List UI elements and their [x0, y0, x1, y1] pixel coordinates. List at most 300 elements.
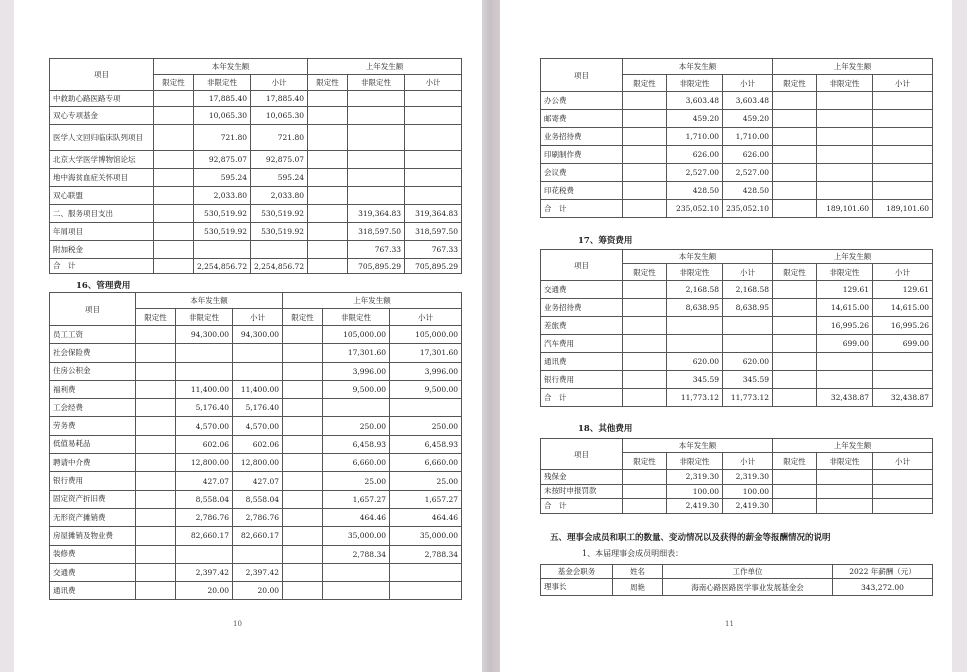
- restricted-value: [154, 187, 194, 205]
- unrestricted-value: 2,319.30: [667, 470, 723, 485]
- prior-subtotal-value: [873, 484, 933, 499]
- table-row: [50, 344, 462, 362]
- prior-unrestricted-value: [817, 92, 873, 110]
- unrestricted-value: [667, 335, 723, 353]
- col-subtotal: 小计: [405, 75, 462, 91]
- unrestricted-value: 1,710.00: [667, 128, 723, 146]
- unrestricted-value: [194, 241, 251, 259]
- prior-restricted-value: [308, 223, 348, 241]
- subtotal-value: 100.00: [723, 484, 773, 499]
- subtotal-value: 8,638.95: [723, 299, 773, 317]
- row-item: 印刷制作费: [541, 146, 623, 164]
- prior-unrestricted-value: 105,000.00: [323, 326, 390, 344]
- subtotal-value: [723, 335, 773, 353]
- prior-subtotal-value: [873, 146, 933, 164]
- section-18-title: 18、其他费用: [578, 424, 633, 434]
- subtotal-value: 2,786.76: [233, 508, 283, 526]
- management-expense-table: [49, 292, 462, 600]
- row-item: 附加税金: [50, 241, 154, 259]
- unrestricted-value: 2,254,856.72: [194, 259, 251, 274]
- restricted-value: [154, 241, 194, 259]
- col-restricted: 限定性: [773, 264, 817, 281]
- col-last-year: 上年发生额: [773, 59, 933, 75]
- col-restricted: 限定性: [623, 264, 667, 281]
- prior-restricted-value: [283, 417, 323, 435]
- other-expense-table: [540, 438, 933, 514]
- subtotal-value: [233, 344, 283, 362]
- restricted-value: [136, 527, 176, 545]
- unrestricted-value: 8,638.95: [667, 299, 723, 317]
- restricted-value: [623, 182, 667, 200]
- subtotal-value: 11,773.12: [723, 389, 773, 407]
- right-management-expense-table: [540, 58, 933, 218]
- restricted-value: [623, 389, 667, 407]
- subtotal-value: 235,052.10: [723, 200, 773, 218]
- row-item: 合 计: [541, 499, 623, 514]
- row-item: 银行费用: [541, 371, 623, 389]
- table-row: [541, 110, 933, 128]
- subtotal-value: 8,558.04: [233, 490, 283, 508]
- restricted-value: [623, 110, 667, 128]
- prior-restricted-value: [773, 335, 817, 353]
- col-restricted: 限定性: [773, 75, 817, 92]
- left-project-expense-table: [49, 58, 462, 274]
- table-row: [541, 92, 933, 110]
- prior-restricted-value: [283, 435, 323, 453]
- col-this-year: 本年发生额: [136, 293, 283, 309]
- unrestricted-value: 82,660.17: [176, 527, 233, 545]
- subtotal-value: 2,319.30: [723, 470, 773, 485]
- table-row: [50, 259, 462, 274]
- unrestricted-value: 602.06: [176, 435, 233, 453]
- prior-unrestricted-value: 767.33: [348, 241, 405, 259]
- prior-restricted-value: [308, 169, 348, 187]
- subtotal-value: 10,065.30: [251, 107, 308, 125]
- prior-restricted-value: [308, 125, 348, 151]
- subtotal-value: 620.00: [723, 353, 773, 371]
- row-item: 聘请中介费: [50, 454, 136, 472]
- row-item: 合 计: [541, 200, 623, 218]
- prior-subtotal-value: [873, 110, 933, 128]
- section-16-title: 16、管理费用: [76, 281, 131, 291]
- prior-restricted-value: [283, 326, 323, 344]
- prior-subtotal-value: [873, 371, 933, 389]
- subtotal-value: 459.20: [723, 110, 773, 128]
- prior-restricted-value: [308, 151, 348, 169]
- prior-subtotal-value: [873, 353, 933, 371]
- restricted-value: [154, 223, 194, 241]
- col-item: 项目: [541, 439, 623, 470]
- unrestricted-value: 11,773.12: [667, 389, 723, 407]
- restricted-value: [154, 107, 194, 125]
- prior-restricted-value: [773, 200, 817, 218]
- restricted-value: [136, 545, 176, 563]
- prior-unrestricted-value: 6,660.00: [323, 454, 390, 472]
- member-name: 周艳: [613, 579, 663, 596]
- prior-subtotal-value: [873, 470, 933, 485]
- col-work-unit: 工作单位: [663, 565, 833, 579]
- restricted-value: [623, 281, 667, 299]
- prior-restricted-value: [773, 484, 817, 499]
- table-row: [541, 353, 933, 371]
- restricted-value: [623, 146, 667, 164]
- prior-restricted-value: [773, 92, 817, 110]
- prior-restricted-value: [773, 389, 817, 407]
- prior-subtotal-value: 17,301.60: [390, 344, 462, 362]
- restricted-value: [136, 490, 176, 508]
- table-row: [50, 454, 462, 472]
- unrestricted-value: 100.00: [667, 484, 723, 499]
- row-item: 无形资产摊销费: [50, 508, 136, 526]
- unrestricted-value: 8,558.04: [176, 490, 233, 508]
- prior-unrestricted-value: [348, 125, 405, 151]
- prior-restricted-value: [283, 399, 323, 417]
- prior-subtotal-value: [390, 582, 462, 600]
- prior-subtotal-value: 129.61: [873, 281, 933, 299]
- prior-unrestricted-value: [817, 499, 873, 514]
- prior-subtotal-value: [405, 151, 462, 169]
- prior-unrestricted-value: 9,500.00: [323, 380, 390, 398]
- row-item: 交通费: [541, 281, 623, 299]
- unrestricted-value: 595.24: [194, 169, 251, 187]
- restricted-value: [154, 151, 194, 169]
- prior-restricted-value: [773, 146, 817, 164]
- prior-unrestricted-value: [323, 563, 390, 581]
- unrestricted-value: 3,603.48: [667, 92, 723, 110]
- prior-unrestricted-value: 1,657.27: [323, 490, 390, 508]
- prior-subtotal-value: 9,500.00: [390, 380, 462, 398]
- table-row: [541, 579, 933, 596]
- restricted-value: [623, 200, 667, 218]
- table-row: [50, 362, 462, 380]
- prior-unrestricted-value: [817, 146, 873, 164]
- unrestricted-value: 11,400.00: [176, 380, 233, 398]
- prior-restricted-value: [773, 299, 817, 317]
- col-last-year: 上年发生额: [773, 250, 933, 264]
- prior-subtotal-value: 1,657.27: [390, 490, 462, 508]
- col-unrestricted: 非限定性: [194, 75, 251, 91]
- col-restricted: 限定性: [154, 75, 194, 91]
- prior-unrestricted-value: [817, 128, 873, 146]
- prior-unrestricted-value: 250.00: [323, 417, 390, 435]
- subtotal-value: 2,419.30: [723, 499, 773, 514]
- restricted-value: [136, 417, 176, 435]
- col-unrestricted: 非限定性: [667, 75, 723, 92]
- prior-restricted-value: [283, 490, 323, 508]
- restricted-value: [136, 472, 176, 490]
- col-item: 项目: [50, 59, 154, 91]
- prior-subtotal-value: [405, 125, 462, 151]
- book-spine: [482, 0, 500, 672]
- prior-unrestricted-value: 14,615.00: [817, 299, 873, 317]
- unrestricted-value: 12,800.00: [176, 454, 233, 472]
- prior-restricted-value: [308, 259, 348, 274]
- row-item: 年屑项目: [50, 223, 154, 241]
- prior-restricted-value: [308, 241, 348, 259]
- subtotal-value: 530,519.92: [251, 205, 308, 223]
- board-members-table: [540, 564, 933, 596]
- unrestricted-value: 427.07: [176, 472, 233, 490]
- prior-subtotal-value: [405, 169, 462, 187]
- restricted-value: [154, 91, 194, 107]
- subtotal-value: 2,033.80: [251, 187, 308, 205]
- row-item: 邮寄费: [541, 110, 623, 128]
- row-item: 差旅费: [541, 317, 623, 335]
- row-item: 固定资产折旧费: [50, 490, 136, 508]
- row-item: 会议费: [541, 164, 623, 182]
- prior-subtotal-value: 3,996.00: [390, 362, 462, 380]
- restricted-value: [154, 169, 194, 187]
- subtotal-value: 3,603.48: [723, 92, 773, 110]
- prior-subtotal-value: [873, 128, 933, 146]
- prior-restricted-value: [283, 563, 323, 581]
- prior-unrestricted-value: 25.00: [323, 472, 390, 490]
- prior-subtotal-value: [405, 91, 462, 107]
- prior-unrestricted-value: 16,995.26: [817, 317, 873, 335]
- prior-subtotal-value: 250.00: [390, 417, 462, 435]
- page-number-right: 11: [725, 620, 734, 628]
- prior-subtotal-value: 767.33: [405, 241, 462, 259]
- col-subtotal: 小计: [723, 264, 773, 281]
- col-unrestricted: 非限定性: [817, 264, 873, 281]
- prior-subtotal-value: 699.00: [873, 335, 933, 353]
- unrestricted-value: 428.50: [667, 182, 723, 200]
- subtotal-value: 427.07: [233, 472, 283, 490]
- restricted-value: [136, 435, 176, 453]
- prior-subtotal-value: 105,000.00: [390, 326, 462, 344]
- restricted-value: [136, 454, 176, 472]
- subtotal-value: 20.00: [233, 582, 283, 600]
- table-row: [50, 205, 462, 223]
- prior-restricted-value: [283, 344, 323, 362]
- prior-restricted-value: [283, 508, 323, 526]
- table-row: [50, 107, 462, 125]
- subtotal-value: 721.80: [251, 125, 308, 151]
- prior-unrestricted-value: 699.00: [817, 335, 873, 353]
- unrestricted-value: 2,527.00: [667, 164, 723, 182]
- subtotal-value: 4,570.00: [233, 417, 283, 435]
- prior-restricted-value: [773, 470, 817, 485]
- row-item: 二、服务项目支出: [50, 205, 154, 223]
- subtotal-value: [251, 241, 308, 259]
- col-unrestricted: 非限定性: [348, 75, 405, 91]
- prior-unrestricted-value: 464.46: [323, 508, 390, 526]
- prior-unrestricted-value: [323, 582, 390, 600]
- fundraising-expense-table: [540, 249, 933, 407]
- row-item: 办公费: [541, 92, 623, 110]
- prior-unrestricted-value: 2,788.34: [323, 545, 390, 563]
- table-row: [50, 417, 462, 435]
- unrestricted-value: 626.00: [667, 146, 723, 164]
- unrestricted-value: 5,176.40: [176, 399, 233, 417]
- prior-restricted-value: [773, 128, 817, 146]
- prior-unrestricted-value: 6,458.93: [323, 435, 390, 453]
- restricted-value: [623, 128, 667, 146]
- subtotal-value: 12,800.00: [233, 454, 283, 472]
- unrestricted-value: 459.20: [667, 110, 723, 128]
- col-unrestricted: 非限定性: [667, 264, 723, 281]
- subtotal-value: 602.06: [233, 435, 283, 453]
- col-subtotal: 小计: [723, 75, 773, 92]
- restricted-value: [154, 125, 194, 151]
- col-last-year: 上年发生额: [283, 293, 462, 309]
- row-item: 房屋摊销及物业费: [50, 527, 136, 545]
- restricted-value: [154, 205, 194, 223]
- row-item: 医学人文回归临床队列项目: [50, 125, 154, 151]
- subtotal-value: [233, 362, 283, 380]
- col-restricted: 限定性: [623, 75, 667, 92]
- unrestricted-value: 2,419.30: [667, 499, 723, 514]
- row-item: 印花税费: [541, 182, 623, 200]
- col-last-year: 上年发生额: [773, 439, 933, 453]
- prior-unrestricted-value: [817, 164, 873, 182]
- unrestricted-value: 235,052.10: [667, 200, 723, 218]
- unrestricted-value: [176, 362, 233, 380]
- row-item: 汽车费用: [541, 335, 623, 353]
- subtotal-value: 2,527.00: [723, 164, 773, 182]
- prior-restricted-value: [773, 499, 817, 514]
- table-row: [50, 472, 462, 490]
- col-subtotal: 小计: [723, 453, 773, 470]
- prior-unrestricted-value: [348, 91, 405, 107]
- prior-unrestricted-value: [817, 484, 873, 499]
- unrestricted-value: 620.00: [667, 353, 723, 371]
- prior-subtotal-value: 16,995.26: [873, 317, 933, 335]
- prior-subtotal-value: 319,364.83: [405, 205, 462, 223]
- row-item: 残保金: [541, 470, 623, 485]
- subtotal-value: 626.00: [723, 146, 773, 164]
- prior-unrestricted-value: [348, 187, 405, 205]
- table-row: [50, 399, 462, 417]
- restricted-value: [623, 353, 667, 371]
- subtotal-value: 428.50: [723, 182, 773, 200]
- row-item: 工会经费: [50, 399, 136, 417]
- unrestricted-value: 345.59: [667, 371, 723, 389]
- unrestricted-value: [667, 317, 723, 335]
- member-position: 理事长: [541, 579, 613, 596]
- page-number-left: 10: [233, 620, 242, 628]
- col-restricted: 限定性: [623, 453, 667, 470]
- prior-restricted-value: [283, 545, 323, 563]
- unrestricted-value: 17,885.40: [194, 91, 251, 107]
- subtotal-value: 11,400.00: [233, 380, 283, 398]
- row-item: 交通费: [50, 563, 136, 581]
- restricted-value: [623, 335, 667, 353]
- col-subtotal: 小计: [873, 75, 933, 92]
- row-item: 合 计: [50, 259, 154, 274]
- prior-unrestricted-value: [817, 182, 873, 200]
- subtotal-value: 94,300.00: [233, 326, 283, 344]
- prior-restricted-value: [308, 107, 348, 125]
- col-subtotal: 小计: [390, 309, 462, 326]
- restricted-value: [623, 499, 667, 514]
- unrestricted-value: 94,300.00: [176, 326, 233, 344]
- unrestricted-value: 10,065.30: [194, 107, 251, 125]
- table-row: [50, 380, 462, 398]
- restricted-value: [136, 362, 176, 380]
- table-row: [541, 146, 933, 164]
- col-item: 项目: [50, 293, 136, 326]
- table-row: [50, 490, 462, 508]
- col-restricted: 限定性: [308, 75, 348, 91]
- prior-subtotal-value: [873, 164, 933, 182]
- right-page: [500, 0, 952, 672]
- subtotal-value: 82,660.17: [233, 527, 283, 545]
- restricted-value: [154, 259, 194, 274]
- prior-subtotal-value: [405, 187, 462, 205]
- prior-restricted-value: [308, 187, 348, 205]
- section-17-title: 17、筹资费用: [578, 236, 633, 246]
- row-item: 银行费用: [50, 472, 136, 490]
- prior-unrestricted-value: [323, 399, 390, 417]
- row-item: 地中海贫血症关怀项目: [50, 169, 154, 187]
- table-row: [50, 125, 462, 151]
- restricted-value: [136, 380, 176, 398]
- prior-unrestricted-value: 318,597.50: [348, 223, 405, 241]
- restricted-value: [136, 508, 176, 526]
- restricted-value: [136, 563, 176, 581]
- unrestricted-value: [176, 344, 233, 362]
- prior-restricted-value: [773, 281, 817, 299]
- prior-subtotal-value: 2,788.34: [390, 545, 462, 563]
- prior-unrestricted-value: [817, 371, 873, 389]
- table-row: [50, 187, 462, 205]
- col-item: 项目: [541, 250, 623, 281]
- prior-unrestricted-value: 129.61: [817, 281, 873, 299]
- subtotal-value: 2,254,856.72: [251, 259, 308, 274]
- member-work-unit: 海南心路医路医学事业发展基金会: [663, 579, 833, 596]
- row-item: 通讯费: [50, 582, 136, 600]
- row-item: 双心专项基金: [50, 107, 154, 125]
- unrestricted-value: 530,519.92: [194, 205, 251, 223]
- subtotal-value: 530,519.92: [251, 223, 308, 241]
- prior-unrestricted-value: [348, 169, 405, 187]
- table-row: [50, 169, 462, 187]
- subtotal-value: 595.24: [251, 169, 308, 187]
- row-item: 业务招待费: [541, 299, 623, 317]
- subtotal-value: 5,176.40: [233, 399, 283, 417]
- prior-unrestricted-value: [817, 470, 873, 485]
- prior-unrestricted-value: 189,101.60: [817, 200, 873, 218]
- col-subtotal: 小计: [873, 453, 933, 470]
- col-this-year: 本年发生额: [623, 250, 773, 264]
- prior-unrestricted-value: [817, 110, 873, 128]
- col-restricted: 限定性: [283, 309, 323, 326]
- row-item: 业务招待费: [541, 128, 623, 146]
- col-subtotal: 小计: [251, 75, 308, 91]
- table-row: [50, 151, 462, 169]
- prior-restricted-value: [773, 110, 817, 128]
- row-item: 劳务费: [50, 417, 136, 435]
- row-item: 中救助心路医路专项: [50, 91, 154, 107]
- unrestricted-value: 721.80: [194, 125, 251, 151]
- prior-unrestricted-value: 17,301.60: [323, 344, 390, 362]
- table-row: [50, 545, 462, 563]
- table-row: [541, 299, 933, 317]
- row-item: 未按时申报罚款: [541, 484, 623, 499]
- restricted-value: [623, 299, 667, 317]
- restricted-value: [136, 344, 176, 362]
- col-subtotal: 小计: [233, 309, 283, 326]
- col-item: 项目: [541, 59, 623, 92]
- col-subtotal: 小计: [873, 264, 933, 281]
- prior-restricted-value: [773, 371, 817, 389]
- table-row: [541, 200, 933, 218]
- row-item: 装修费: [50, 545, 136, 563]
- unrestricted-value: 92,875.07: [194, 151, 251, 169]
- prior-unrestricted-value: [348, 107, 405, 125]
- restricted-value: [136, 399, 176, 417]
